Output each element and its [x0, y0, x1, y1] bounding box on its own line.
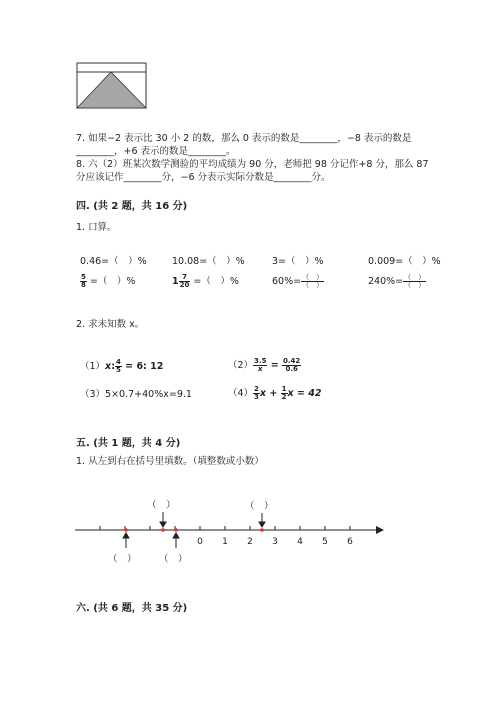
tick-label-2: 2: [247, 537, 253, 547]
fraction: [253, 386, 260, 401]
tick-label-5: 5: [322, 537, 328, 547]
calc-item-7: [272, 274, 324, 289]
arrow-down-b-icon: [160, 522, 166, 527]
calc-tail: =（ ）%: [190, 276, 239, 287]
arrow-up-a-icon: [123, 533, 129, 538]
blank-d: （ ）: [245, 501, 274, 512]
q7-line2: ________，+6 表示的数是________。: [76, 146, 236, 157]
numerator: 0.42: [283, 357, 301, 365]
calc-item-6: [172, 274, 239, 289]
numerator: 7: [179, 274, 191, 282]
arrow-down-d-icon: [259, 522, 265, 527]
ticks: [100, 526, 350, 530]
denominator: 5: [116, 366, 121, 374]
axis-arrow-icon: [376, 526, 384, 534]
denominator: 2: [281, 393, 287, 401]
equation-1: [80, 359, 163, 374]
numerator: （ ）: [302, 273, 324, 281]
variable-x: x: [105, 361, 112, 372]
eq-label: （4）: [228, 388, 254, 399]
numerator: 1: [281, 385, 287, 393]
equation-3: （3）5×0.7+40%x=9.1: [80, 389, 192, 400]
number-line-question: 1. 从左到右在括号里填数。（填整数或小数）: [76, 456, 264, 467]
fraction: [282, 358, 301, 373]
tick-label-0: 0: [197, 537, 203, 547]
tick-label-4: 4: [297, 537, 303, 547]
whole-number: 1: [172, 276, 179, 287]
arrow-up-c-icon: [173, 533, 179, 538]
eq-label: （2）: [228, 360, 254, 371]
q8-line2: 分应该记作________分，−6 分表示实际分数是________分。: [76, 172, 331, 183]
calc-item-5: [80, 274, 135, 289]
fraction: [253, 358, 267, 373]
equals: =: [267, 360, 283, 371]
fraction: [179, 274, 191, 289]
fraction: [403, 274, 426, 289]
calc-tail: =（ ）%: [86, 276, 136, 287]
numerator: （ ）: [404, 273, 426, 281]
eq-tail: x = 42: [287, 388, 322, 399]
fraction: [80, 274, 87, 289]
rectangle-triangle-figure: [76, 62, 148, 110]
numerator: 4: [116, 358, 121, 366]
q8-line1: 8. 六（2）班某次数学测验的平均成绩为 90 分，老师把 98 分记作+8 分，那么 87: [76, 159, 429, 170]
fraction: [115, 359, 122, 374]
calc-head: 60%=: [272, 276, 302, 287]
denominator: 20: [179, 281, 190, 289]
eq-tail: = 6: 12: [121, 361, 164, 372]
blank-a: （ ）: [108, 554, 137, 565]
calc-item-1: 0.46=（ ）%: [80, 256, 147, 267]
section6-title: 六. (共 6 题，共 35 分): [76, 603, 188, 614]
numerator: 2: [254, 385, 259, 393]
denominator: 8: [81, 281, 86, 289]
calc-item-4: 0.009=（ ）%: [368, 256, 441, 267]
denominator: 3: [254, 393, 259, 401]
equation-4: [228, 386, 321, 401]
calc-item-2: 10.08=（ ）%: [172, 256, 245, 267]
denominator: 0.6: [285, 365, 298, 373]
denominator: x: [257, 365, 263, 373]
point-d: [260, 528, 264, 532]
fraction: [301, 274, 324, 289]
section5-title: 五. (共 1 题，共 4 分): [76, 438, 181, 449]
equation-2: [228, 358, 301, 373]
tick-label-1: 1: [222, 537, 228, 547]
denominator: （ ）: [302, 281, 324, 289]
denominator: （ ）: [404, 281, 426, 289]
solve-x-title: 2. 求未知数 x。: [76, 319, 145, 330]
mental-math-title: 1. 口算。: [76, 222, 117, 233]
blank-c: （ ）: [159, 554, 188, 565]
calc-head: 240%=: [368, 276, 404, 287]
section4-title: 四. (共 2 题，共 16 分): [76, 201, 188, 212]
calc-item-8: [368, 274, 426, 289]
point-a: [124, 528, 128, 532]
blank-b: （ ）: [147, 500, 176, 511]
tick-label-3: 3: [272, 537, 278, 547]
eq-label: （1）: [80, 361, 106, 372]
numerator: 5: [81, 273, 86, 281]
fraction: [281, 386, 288, 401]
calc-item-3: 3=（ ）%: [272, 256, 324, 267]
colon: :: [111, 361, 115, 372]
numerator: 3.5: [254, 357, 267, 365]
eq-middle: x +: [259, 388, 281, 399]
point-c: [174, 528, 178, 532]
point-b: [161, 528, 165, 532]
tick-label-6: 6: [347, 537, 353, 547]
q7-line1: 7. 如果−2 表示比 30 小 2 的数，那么 0 表示的数是________，−8 表示的数是: [76, 133, 412, 144]
